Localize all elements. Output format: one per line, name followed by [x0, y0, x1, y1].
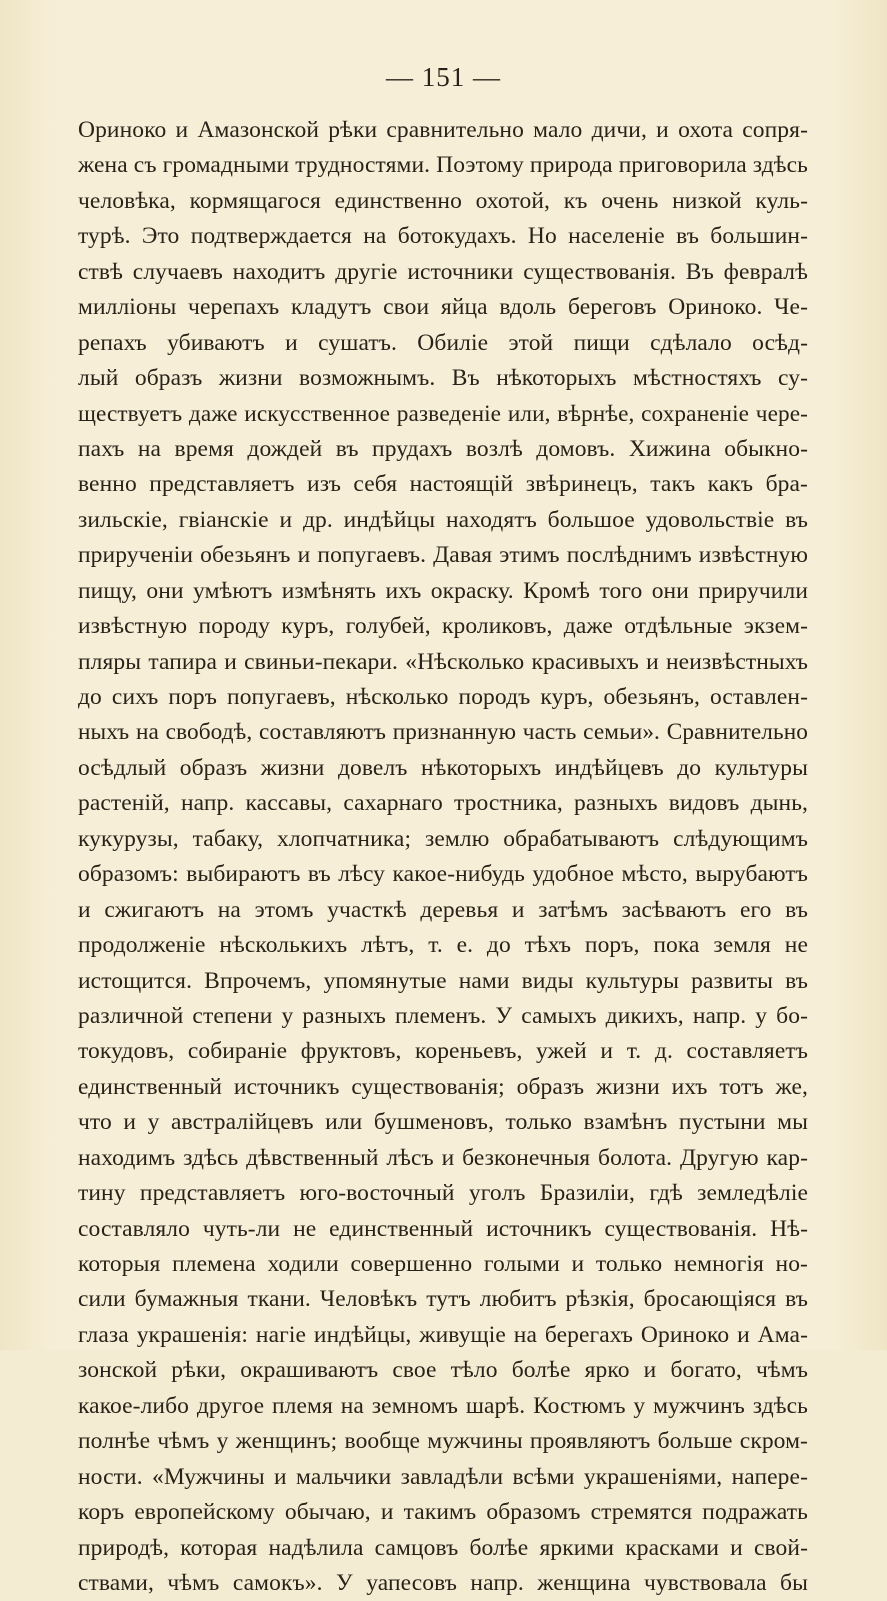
- text-line: единственный источникъ существованія; образъ жизни ихъ тотъ же,: [78, 1073, 808, 1100]
- text-line: лый образъ жизни возможнымъ. Въ нѣкоторыхъ мѣстностяхъ су-: [78, 365, 808, 392]
- text-line: продолженіе нѣсколькихъ лѣтъ, т. е. до тѣхъ поръ, пока земля не: [78, 932, 808, 959]
- text-line: которыя племена ходили совершенно голыми и только немногія но-: [78, 1251, 808, 1277]
- text-line: образомъ: выбираютъ въ лѣсу какое-нибудь удобное мѣсто, вырубаютъ: [78, 861, 808, 888]
- text-line: растеній, напр. кассавы, сахарнаго тростника, разныхъ видовъ дынь,: [78, 790, 808, 817]
- text-line: полнѣе чѣмъ у женщинъ; вообще мужчины проявляютъ больше скром-: [78, 1428, 808, 1455]
- text-line: что и у австралійцевъ или бушменовъ, только взамѣнъ пустыни мы: [78, 1109, 808, 1136]
- text-line: ныхъ на свободѣ, составляютъ признанную часть семьи». Сравнительно: [78, 719, 808, 746]
- text-line: извѣстную породу куръ, голубей, кроликовъ, даже отдѣльные экзем-: [78, 613, 808, 640]
- text-line: пляры тапира и свиньи-пекари. «Нѣсколько красивыхъ и неизвѣстныхъ: [78, 648, 808, 675]
- text-line: ществуетъ даже искусственное разведеніе или, вѣрнѣе, сохраненіе чере-: [78, 400, 808, 427]
- text-line: человѣка, кормящагося единственно охотой, къ очень низкой куль-: [78, 187, 808, 214]
- text-line: различной степени у разныхъ племенъ. У самыхъ дикихъ, напр. у бо-: [78, 1002, 808, 1029]
- text-line: пахъ на время дождей въ прудахъ возлѣ домовъ. Хижина обыкно-: [78, 435, 808, 462]
- text-line: турѣ. Это подтверждается на ботокудахъ. Но населеніе въ большин-: [78, 223, 808, 250]
- text-line: составляло чуть-ли не единственный источникъ существованія. Нѣ-: [78, 1215, 808, 1242]
- text-line: сили бумажныя ткани. Человѣкъ тутъ любитъ рѣзкія, бросающіяся въ: [78, 1286, 808, 1313]
- text-line: истощится. Впрочемъ, упомянутые нами виды культуры развиты въ: [78, 967, 808, 994]
- text-line: пищу, они умѣютъ измѣнять ихъ окраску. Кромѣ того они приручили: [78, 577, 808, 604]
- page-number: — 151 —: [386, 62, 501, 92]
- text-line: венно представляетъ изъ себя настоящій звѣринецъ, такъ какъ бра-: [78, 471, 808, 498]
- text-line: жена съ громадными трудностями. Поэтому природа приговорила здѣсь: [78, 152, 808, 179]
- text-line: ствами, чѣмъ самокъ». У уапесовъ напр. женщина чувствовала бы: [78, 1569, 808, 1596]
- text-line: милліоны черепахъ кладутъ свои яйца вдоль береговъ Ориноко. Че-: [78, 294, 808, 321]
- text-line: ности. «Мужчины и мальчики завладѣли всѣми украшеніями, напере-: [78, 1463, 808, 1490]
- text-line: репахъ убиваютъ и сушатъ. Обиліе этой пищи сдѣлало осѣд-: [78, 329, 808, 356]
- text-line: находимъ здѣсь дѣвственный лѣсъ и безконечныя болота. Другую кар-: [78, 1144, 808, 1171]
- text-line: коръ европейскому обычаю, и такимъ образомъ стремятся подражать: [78, 1499, 808, 1526]
- text-line: и сжигаютъ на этомъ участкѣ деревья и затѣмъ засѣваютъ его въ: [78, 896, 808, 923]
- text-line: Ориноко и Амазонской рѣки сравнительно мало дичи, и охота сопря-: [78, 117, 808, 143]
- body-text: [78, 113, 808, 1601]
- text-line: какое-либо другое племя на земномъ шарѣ. Костюмъ у мужчинъ здѣсь: [78, 1392, 808, 1419]
- text-line: токудовъ, собираніе фруктовъ, кореньевъ, ужей и т. д. составляетъ: [78, 1038, 808, 1065]
- text-line: ствѣ случаевъ находитъ другіе источники существованія. Въ февралѣ: [78, 258, 808, 285]
- text-line: до сихъ поръ попугаевъ, нѣсколько породъ куръ, обезьянъ, оставлен-: [78, 684, 808, 710]
- text-line: глаза украшенія: нагіе индѣйцы, живущіе на берегахъ Ориноко и Ама-: [78, 1321, 808, 1348]
- text-line: кукурузы, табаку, хлопчатника; землю обрабатываютъ слѣдующимъ: [78, 825, 808, 852]
- text-line: тину представляетъ юго-восточный уголъ Бразиліи, гдѣ земледѣліе: [78, 1180, 808, 1207]
- text-line: природѣ, которая надѣлила самцовъ болѣе яркими красками и свой-: [78, 1534, 808, 1561]
- text-line: зонской рѣки, окрашиваютъ свое тѣло болѣе ярко и богато, чѣмъ: [78, 1357, 808, 1384]
- text-line: зильскіе, гвіанскіе и др. индѣйцы находятъ большое удовольствіе въ: [78, 506, 808, 533]
- text-line: осѣдлый образъ жизни довелъ нѣкоторыхъ индѣйцевъ до культуры: [78, 754, 808, 781]
- text-line: прирученіи обезьянъ и попугаевъ. Давая этимъ послѣднимъ извѣстную: [78, 542, 808, 569]
